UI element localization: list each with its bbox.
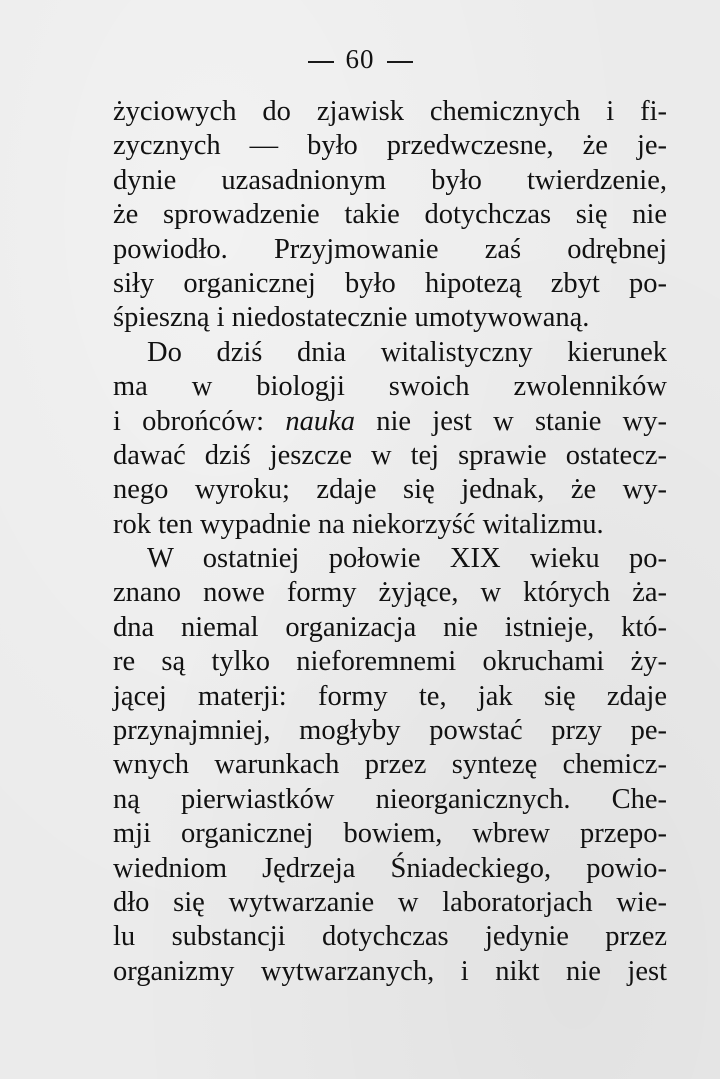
text-line: życiowych do zjawisk chemicznych i fi- [113, 96, 667, 127]
page-number: 60 [345, 44, 375, 74]
text-line: mji organicznej bowiem, wbrew przepo- [113, 818, 667, 850]
text-segment: i obrońców: [113, 405, 286, 437]
text-line: przynajmniej, mogłyby powstać przy pe- [113, 715, 667, 747]
left-dash [308, 61, 334, 63]
text-line: re są tylko nieforemnemi okruchami ży- [113, 646, 667, 678]
text-line: siły organicznej było hipotezą zbyt po- [113, 267, 667, 299]
text-line: dynie uzasadnionym było twierdzenie, [113, 164, 667, 196]
text-line: powiodło. Przyjmowanie zaś odrębnej [113, 233, 667, 265]
text-line: że sprowadzenie takie dotychczas się nie [113, 199, 667, 231]
text-line: nego wyroku; zdaje się jednak, że wy- [113, 474, 667, 506]
paragraph-start-line: Do dziś dnia witalistyczny kierunek [147, 336, 667, 368]
text-line: znano nowe formy żyjące, w których ża- [113, 577, 667, 609]
text-line: ma w biologji swoich zwolenników [113, 371, 667, 403]
text-line: jącej materji: formy te, jak się zdaje [113, 680, 667, 712]
text-line: dawać dziś jeszcze w tej sprawie ostatecz- [113, 439, 667, 471]
text-line: wiedniom Jędrzeja Śniadeckiego, powio- [113, 852, 667, 884]
text-line: organizmy wytwarzanych, i nikt nie jest [113, 955, 667, 987]
text-line: ną pierwiastków nieorganicznych. Che- [113, 783, 667, 815]
body-text [113, 95, 667, 989]
text-line: zycznych — było przedwczesne, że je- [113, 130, 667, 162]
text-line: śpieszną i niedostatecznie umotywowaną. [113, 302, 590, 334]
text-line: dna niemal organizacja nie istnieje, któ- [113, 611, 667, 643]
text-segment: nie jest w stanie wy- [354, 405, 667, 437]
text-line: lu substancji dotychczas jedynie przez [113, 921, 667, 953]
paragraph-start-line: W ostatniej połowie XIX wieku po- [147, 543, 667, 575]
page-number-header [0, 44, 720, 75]
text-line-with-emphasis [113, 405, 667, 439]
emphasized-word: nauka [285, 405, 355, 437]
right-dash [387, 61, 413, 63]
text-line: dło się wytwarzanie w laboratorjach wie- [113, 886, 667, 918]
text-line: rok ten wypadnie na niekorzyść witalizmu. [113, 508, 604, 540]
text-line: wnych warunkach przez syntezę chemicz- [113, 749, 667, 781]
